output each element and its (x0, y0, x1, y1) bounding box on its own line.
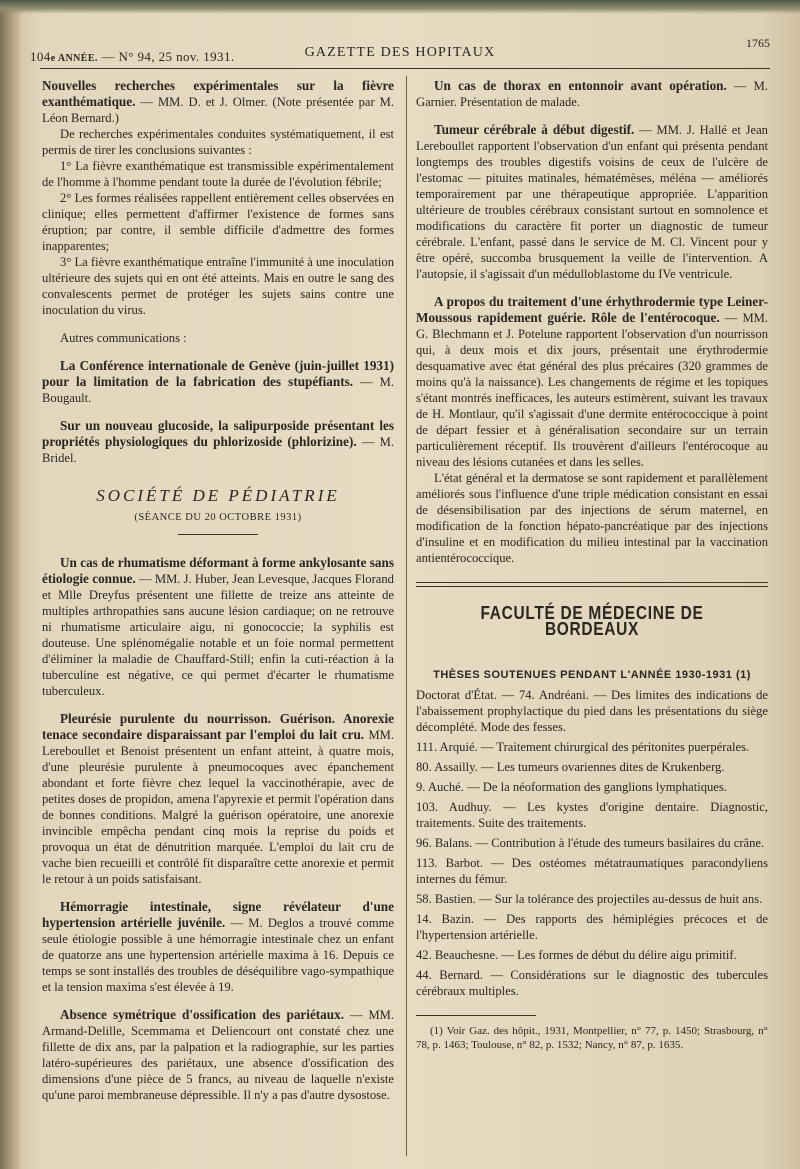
paragraph: 2° Les formes réalisées rappellent entièrement celles observées en clinique; elles permettent d'affirmer l'existence de formes sans éruption; par contre, il semble difficile d'admettre des formes inapparentes; (42, 191, 394, 253)
paragraph: 1° La fièvre exanthématique est transmissible expérimentalement de l'homme à l'homme pendant toute la durée de l'évolution fébrile; (42, 159, 394, 189)
article-title: Nouvelles recherches expérimentales sur la fièvre exanthématique. (42, 78, 394, 109)
article-body: — M. Garnier. Présentation de malade. (416, 79, 768, 109)
article-bougault (42, 358, 394, 406)
thesis-entry: 111. Arquié. — Traitement chirurgical des péritonites puerpérales. (416, 740, 750, 754)
page-number: 1765 (746, 36, 770, 50)
thesis-entry: 113. Barbot. — Des ostéomes métatraumatiques paracondyliens internes du fémur. (416, 856, 768, 886)
article-title: La Conférence internationale de Genève (juin-juillet 1931) pour la limitation de la fabrication des stupéfiants. (42, 358, 394, 389)
theses-heading: THÈSES SOUTENUES PENDANT L'ANNÉE 1930-1931 (1) (433, 669, 751, 681)
article-title: Sur un nouveau glucoside, la salipurposide présentant les propriétés physiologiques du phlorizoside (phlorizine). (42, 418, 394, 449)
page-header (30, 34, 770, 64)
article-deglos (42, 899, 394, 995)
article-body: — MM. J. Hallé et Jean Lereboullet rapportent l'observation d'un enfant qui présenta pendant longtemps des troubles digestifs voisins de ceux de l'ulcère de l'estomac — pituites matinales, hématémèses, méléna — améliorés temporairement par une thérapeutique appropriée. L'apparition ultérieure de troubles cérébraux consistant surtout en somnolence et modifications du caractère fit porter un diagnostic de tumeur cérébrale. L'enfant, passé dans le service de M. Cl. Vincent pour y être opéré, succomba brusquement la veille de l'intervention. A l'autopsie, il s'agissait d'un médulloblastome du IVe ventricule. (416, 123, 768, 281)
article-body: — MM. J. Huber, Jean Levesque, Jacques Florand et Mlle Dreyfus présentent une fillette de treize ans atteinte de multiples arthropathies sans aucune lésion cardiaque; on ne retrouve ni rhumatisme articulaire aigu, ni gonococcie; la syphilis est douteuse. Une splénomégalie notable et un foie normal permettent d'éliminer la maladie de Chauffard-Still; enfin la cuti-réaction à la tuberculine est négative, ce qui permet d'écarter le rhumatisme tuberculeux. (42, 572, 394, 698)
faculty-title: FACULTÉ DE MÉDECINE DE BORDEAUX (480, 603, 704, 639)
paragraph: 3° La fièvre exanthématique entraîne l'immunité à une inoculation ultérieure des sujets qui en ont été atteints. Mais en outre le sang des convalescents permet de protéger les sujets sains contre une inoculation du virus. (42, 255, 394, 317)
article-authors: — MM. D. et J. Olmer. (Note présentée par M. Léon Bernard.) (42, 95, 394, 125)
header-rule (40, 68, 770, 69)
theses-list (416, 687, 768, 999)
thesis-entry: 14. Bazin. — Des rapports des hémiplégies précoces et de l'hypertension artérielle. (416, 912, 768, 942)
footnote-rule (416, 1015, 536, 1016)
article-body: — MM. Armand-Delille, Scemmama et Deliencourt ont constaté chez une fillette de dix ans, par la palpation et la radiographie, sur les parties latéro-supérieures des pariétaux, une absence d'ossification des dimensions d'une pièce de 5 francs, au niveau de laquelle n'existe qu'une paroi membraneuse dépressible. Il n'y a pas d'autre dysostose. (42, 1008, 395, 1102)
thesis-entry: 103. Audhuy. — Les kystes d'origine dentaire. Diagnostic, traitements. Suite des traitements. (416, 800, 768, 830)
article-authors: — M. Bridel. (42, 435, 394, 465)
issue-date: — N° 94, 25 nov. 1931. (97, 49, 235, 64)
thesis-entry: 80. Assailly. — Les tumeurs ovariennes dites de Krukenberg. (416, 760, 725, 774)
footnote: (1) Voir Gaz. des hôpit., 1931, Montpellier, n° 77, p. 1450; Strasbourg, n° 78, p. 1463; Toulouse, n° 82, p. 1532; Nancy, n° 87, p. 1635. (416, 1025, 768, 1051)
book-spine-shadow (0, 0, 22, 1169)
double-rule (416, 582, 768, 587)
article-armand-delille (42, 1007, 394, 1103)
page-top-edge (0, 0, 800, 14)
other-communications-label: Autres communications : (60, 331, 187, 345)
seance-date: (SÉANCE DU 20 OCTOBRE 1931) (134, 512, 302, 523)
issue-number: 104 (30, 49, 51, 64)
column-divider (406, 76, 407, 1156)
section-rule (178, 534, 258, 535)
left-column (42, 78, 394, 1103)
article-huber (42, 555, 394, 699)
article-garnier (416, 78, 768, 110)
article-body: MM. Lereboullet et Benoist présentent un enfant atteint, à quatre mois, d'une pleurésie purulente à pneumocoques avec épanchement abondant et forte fièvre chez lequel la vaccinothérapie, avec de petites doses de propidon, amena l'apyrexie et permit l'opération dans de bonnes conditions. Malgré la guérison opératoire, une anorexie invincible empêcha pendant cinq mois la reprise du poids et provoqua un état de dénutrition marquée. L'emploi du lait cru de vache bien recueilli et contrôlé fit disparaître cette anorexie et permit le retour à un poids satisfaisant. (42, 728, 394, 886)
thesis-entry: 44. Bernard. — Considérations sur le diagnostic des tubercules cérébraux multiples. (416, 968, 768, 998)
article-body: — M. Deglos a trouvé comme seule étiologie possible à une hémorragie intestinale chez un enfant de quatorze ans une hypertension artérielle maxima à 16. Depuis ce temps se sont installés des troubles de déséquilibre vago-sympathique et la tension maxima s'est élevée à 19. (42, 916, 394, 994)
right-column (416, 78, 768, 1052)
section-title: SOCIÉTÉ DE PÉDIATRIE (96, 486, 340, 505)
article-lereboullet (42, 711, 394, 887)
thesis-entry: 58. Bastien. — Sur la tolérance des projectiles au-dessus de huit ans. (416, 892, 763, 906)
article-title: Tumeur cérébrale à début digestif. (434, 122, 635, 137)
article-title: Un cas de rhumatisme déformant à forme ankylosante sans étiologie connue. (42, 555, 394, 586)
thesis-entry: 9. Auché. — De la néoformation des ganglions lymphatiques. (416, 780, 727, 794)
article-olmer (42, 78, 394, 126)
paragraph: De recherches expérimentales conduites systématiquement, il est permis de tirer les conclusions suivantes : (42, 127, 394, 157)
thesis-entry: 42. Beauchesne. — Les formes de début du délire aigu primitif. (416, 948, 737, 962)
paragraph: L'état général et la dermatose se sont rapidement et parallèlement améliorés sous l'influence d'une triple médication consistant en essai de désensibilisation par des injections de sérum maternel, en modification de la fonction hépato-pancréatique par des injections d'insuline et en modification du milieu intestinal par la vaccination antientérococcique. (416, 471, 768, 565)
article-title: Absence symétrique d'ossification des pariétaux. (60, 1007, 345, 1022)
article-title: Un cas de thorax en entonnoir avant opération. (434, 78, 727, 93)
article-bridel (42, 418, 394, 466)
article-blechmann (416, 294, 768, 470)
thesis-entry: Doctorat d'État. — 74. Andréani. — Des limites des indications de l'abaissement prophylactique du pied dans les présentations du siège décomplété. Mode des fesses. (416, 688, 768, 734)
article-halle (416, 122, 768, 282)
article-title: Hémorragie intestinale, signe révélateur d'une hypertension artérielle juvénile. (42, 899, 394, 930)
article-title: Pleurésie purulente du nourrisson. Guérison. Anorexie tenace secondaire disparaissant par l'emploi du lait cru. (42, 711, 394, 742)
issue-annee: e ANNÉE. (50, 53, 98, 64)
journal-title: GAZETTE DES HOPITAUX (304, 45, 496, 60)
article-title: A propos du traitement d'une érhythrodermie type Leiner-Moussous rapidement guérie. Rôle de l'entérocoque. (416, 294, 768, 325)
article-body: — MM. G. Blechmann et J. Potelune rapportent l'observation d'un nourrisson qui, à deux mois et dix jours, présentait une érythrodermie desquamative avec état général des plus précaires (320 grammes de moins qu'à la naissance). Les changements de régime et les topiques s'étant montrés inefficaces, les auteurs estimèrent, suivant les travaux de H. Montlaur, qu'il s'agissait d'une dermite entérococcique à point de départ fessier et à généralisation secondaire sur un terrain particulièrement réceptif. Ils trouvèrent d'ailleurs l'entérocoque au niveau des lésions cutanées et dans les selles. (416, 311, 768, 469)
article-authors: — M. Bougault. (42, 375, 394, 405)
thesis-entry: 96. Balans. — Contribution à l'étude des tumeurs basilaires du crâne. (416, 836, 765, 850)
